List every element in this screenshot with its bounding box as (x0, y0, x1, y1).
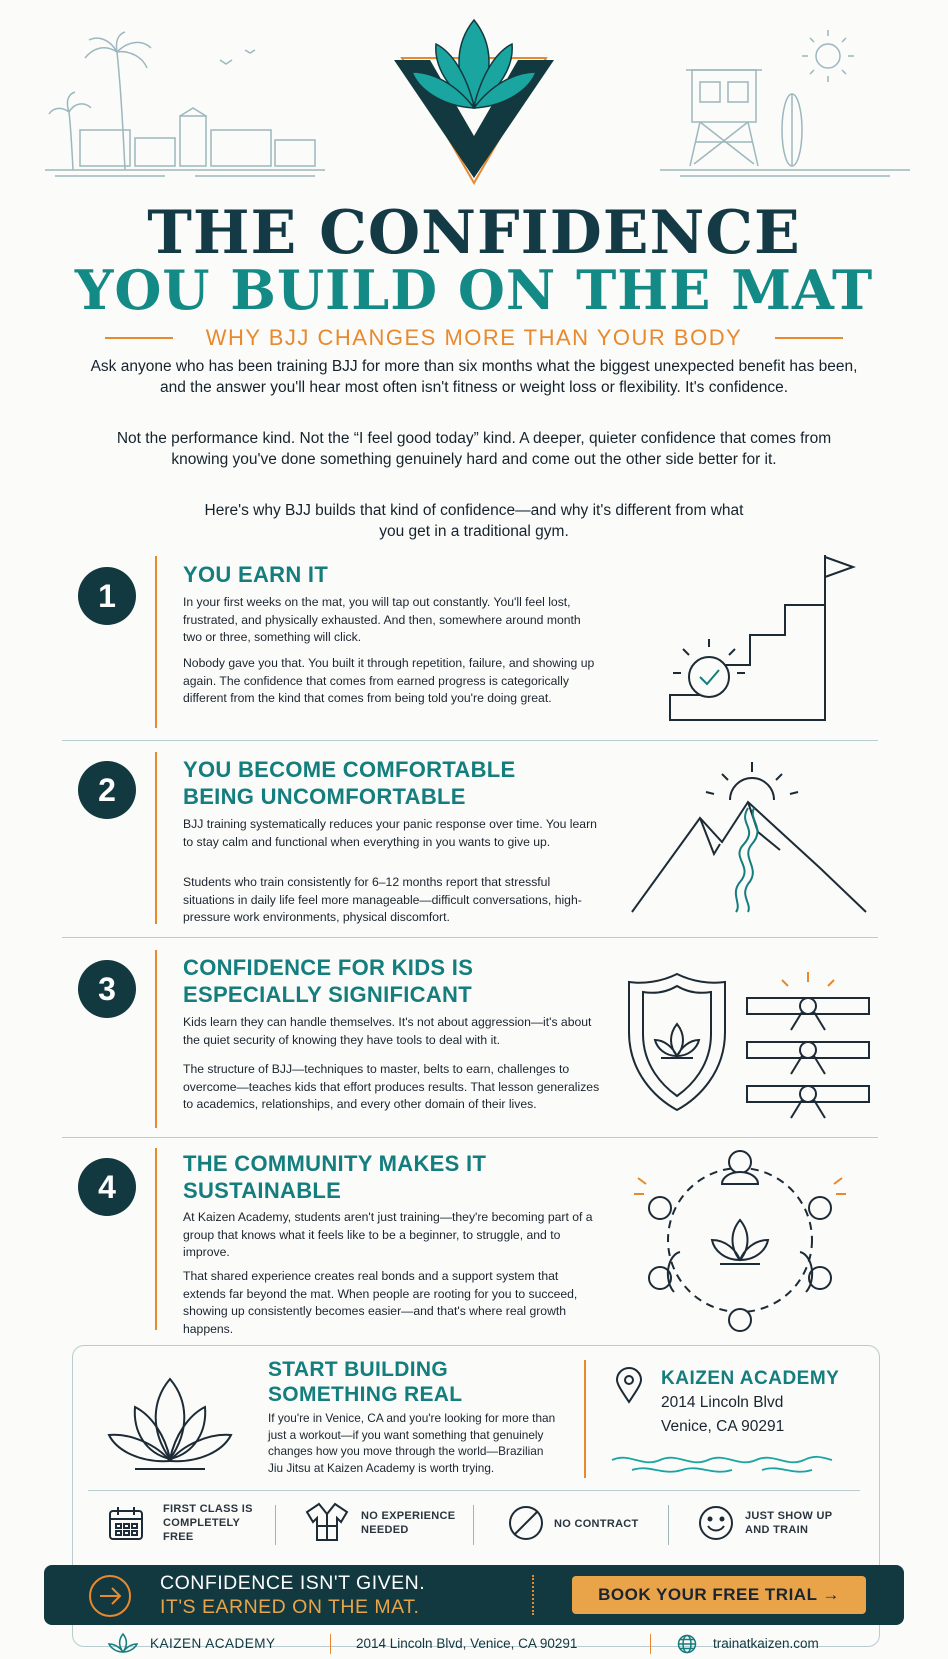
page-title-line1: THE CONFIDENCE (147, 198, 801, 268)
section-accent-bar-3 (155, 950, 157, 1128)
footer-separator-1 (330, 1634, 331, 1654)
section-4-paragraph-1: At Kaizen Academy, students aren't just training—they're becoming part of a group that knows what it feels like to be a beginner, to struggle, and to improve. (183, 1210, 593, 1259)
book-free-trial-button[interactable]: BOOK YOUR FREE TRIAL → (572, 1576, 866, 1614)
subtitle-rule-right (775, 337, 843, 339)
feature-label-1: FIRST CLASS IS COMPLETELY FREE (163, 1503, 253, 1543)
arrow-circle-icon (88, 1574, 132, 1618)
feature-separator-2 (473, 1505, 474, 1545)
section-2-paragraph-1: BJJ training systematically reduces your panic response over time. You learn to stay calm and functional when everything in you wants to give up. (183, 817, 597, 849)
section-2-paragraph-2: Students who train consistently for 6–12 months report that stressful situations in daily life feel more manageable—difficult conversations, high-pressure work environments, physical discomfort. (183, 875, 582, 924)
section-title-4: THE COMMUNITY MAKES IT SUSTAINABLE (183, 1151, 487, 1203)
lotus-v-logo (382, 18, 566, 186)
wave-decoration (612, 1450, 832, 1476)
cta-accent-bar (584, 1360, 586, 1478)
intro-paragraph-3: Here's why BJJ builds that kind of confidence—and why it's different from what you get in a traditional gym. (204, 502, 744, 540)
academy-address-line1: 2014 Lincoln Blvd (661, 1394, 784, 1411)
feature-label-2: NO EXPERIENCE NEEDED (361, 1510, 456, 1536)
section-1-paragraph-2: Nobody gave you that. You built it through repetition, failure, and showing up again. The confidence that comes from earned progress is categorically different from the kind that comes from being told you're doing great. (183, 656, 595, 705)
academy-address-line2: Venice, CA 90291 (661, 1418, 785, 1435)
feature-label-4: JUST SHOW UP AND TRAIN (745, 1510, 833, 1536)
feature-separator-3 (668, 1505, 669, 1545)
community-circle-icon (630, 1148, 850, 1328)
section-divider-2 (62, 937, 878, 938)
cta-inner-divider (88, 1490, 860, 1491)
section-4-paragraph-2: That shared experience creates real bonds and a support system that extends far beyond the mat. When people are rooting for you to succeed, showing up consistently becomes easier—and that's where real growth happens. (183, 1269, 578, 1336)
academy-name: KAIZEN ACADEMY (661, 1368, 840, 1389)
footer-website-link[interactable]: trainatkaizen.com (713, 1636, 819, 1651)
cta-body: If you're in Venice, CA and you're looking for more than just a workout—if you want something that genuinely changes how you move through the world—Brazilian Jiu Jitsu at Kaizen Academy is worth trying. (268, 1411, 556, 1475)
section-number-3: 3 (78, 960, 136, 1018)
stairs-flag-icon (665, 555, 865, 725)
banner-line1: CONFIDENCE ISN'T GIVEN. (160, 1572, 426, 1594)
section-number-1: 1 (78, 567, 136, 625)
section-title-3: CONFIDENCE FOR KIDS IS ESPECIALLY SIGNIFICANT (183, 955, 474, 1007)
section-number-2: 2 (78, 761, 136, 819)
map-pin-icon (615, 1368, 643, 1404)
footer-academy-name: KAIZEN ACADEMY (150, 1636, 276, 1651)
section-accent-bar-2 (155, 752, 157, 924)
page-subtitle: WHY BJJ CHANGES MORE THAN YOUR BODY (205, 325, 743, 350)
footer-separator-2 (650, 1634, 651, 1654)
feature-separator-1 (275, 1505, 276, 1545)
venice-skyline-illustration (45, 30, 325, 180)
no-sign-icon (508, 1505, 544, 1541)
globe-icon (677, 1634, 697, 1654)
footer-lotus-icon (108, 1633, 138, 1655)
section-3-paragraph-1: Kids learn they can handle themselves. It's not about aggression—it's about the quiet security of knowing they have tools to deal with it. (183, 1015, 592, 1047)
feature-label-3: NO CONTRACT (554, 1518, 639, 1530)
section-divider-1 (62, 740, 878, 741)
lifeguard-tower-illustration (660, 30, 920, 180)
section-divider-3 (62, 1137, 878, 1138)
mountain-sun-icon (630, 758, 870, 918)
cta-title: START BUILDING SOMETHING REAL (268, 1358, 463, 1406)
gi-icon (305, 1502, 349, 1542)
section-accent-bar-4 (155, 1148, 157, 1330)
intro-paragraph-2: Not the performance kind. Not the “I feel good today” kind. A deeper, quieter confidence that comes from knowing you've done something genuinely hard and come out the other side better for it. (116, 430, 832, 468)
calendar-icon (108, 1505, 144, 1541)
section-title-2: YOU BECOME COMFORTABLE BEING UNCOMFORTABLE (183, 757, 516, 809)
page-title-line2: YOU BUILD ON THE MAT (74, 258, 874, 322)
section-1-paragraph-1: In your first weeks on the mat, you will tap out constantly. You'll feel lost, frustrated, and physically exhausted. And then, somewhere around month two or three, something will click. (183, 595, 581, 644)
section-title-1: YOU EARN IT (183, 562, 329, 587)
banner-dotted-divider (532, 1575, 534, 1615)
banner-line2: IT'S EARNED ON THE MAT. (160, 1596, 420, 1618)
smiley-icon (698, 1505, 734, 1541)
section-accent-bar-1 (155, 556, 157, 728)
section-number-4: 4 (78, 1158, 136, 1216)
footer-address: 2014 Lincoln Blvd, Venice, CA 90291 (356, 1636, 578, 1651)
lotus-outline-icon (105, 1375, 235, 1475)
section-3-paragraph-2: The structure of BJJ—techniques to master, belts to earn, challenges to overcome—teaches kids that effort produces results. That lesson generalizes to academics, relationships, and every other domain of their lives. (183, 1062, 600, 1111)
shield-belts-icon (625, 962, 875, 1122)
intro-paragraph-1: Ask anyone who has been training BJJ for more than six months what the biggest unexpected benefit has been, and the answer you'll hear most often isn't fitness or weight loss or flexibility. It's confidence. (90, 358, 858, 396)
